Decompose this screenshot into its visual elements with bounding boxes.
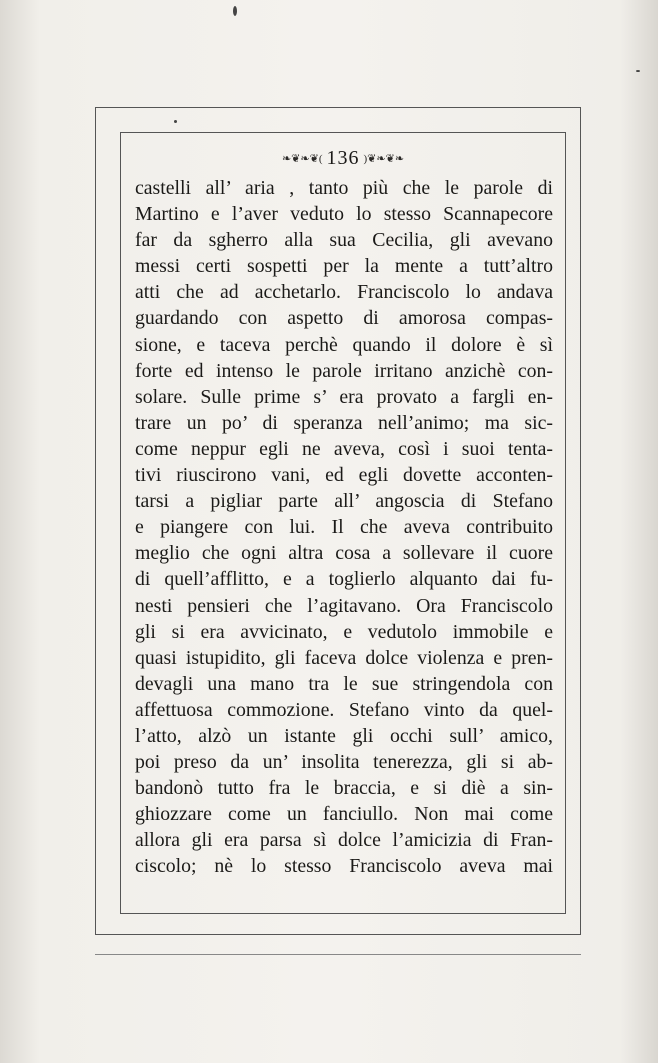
right-ornament: )❦❧❦❧ [363, 152, 405, 165]
left-ornament: ❧❦❧❦( [281, 152, 323, 165]
text-line: messi certi sospetti per la mente a tutt’altro [135, 255, 553, 278]
page-header [120, 145, 566, 171]
text-line: Martino e l’aver veduto lo stesso Scannapecore [135, 203, 553, 226]
text-line: devagli una mano tra le sue stringendola con [135, 672, 553, 695]
ink-speck [174, 120, 177, 123]
text-line: castelli all’ aria , tanto più che le parole di [135, 177, 553, 199]
text-line: l’atto, alzò un istante gli occhi sull’ amico, [135, 724, 553, 747]
text-line: bandonò tutto fra le braccia, e si diè a sin- [135, 777, 553, 800]
text-line: forte ed intenso le parole irritano anzichè con- [135, 359, 553, 382]
text-line: trare un po’ di speranza nell’animo; ma sic- [135, 411, 553, 434]
text-line: di quell’afflitto, e a toglierlo alquanto dai fu- [135, 568, 553, 591]
text-line: nesti pensieri che l’agitavano. Ora Franciscolo [135, 594, 553, 617]
text-line: ciscolo; nè lo stesso Franciscolo aveva mai [135, 855, 553, 878]
ink-speck [233, 6, 237, 16]
text-line: solare. Sulle prime s’ era provato a fargli en- [135, 385, 553, 408]
text-line: e piangere con lui. Il che aveva contribuito [135, 516, 553, 539]
bottom-rule [95, 954, 581, 955]
text-line: gli si era avvicinato, e vedutolo immobile e [135, 620, 553, 643]
body-text [135, 175, 553, 880]
text-line: come neppur egli ne aveva, così i suoi tenta- [135, 437, 553, 460]
text-line: atti che ad acchetarlo. Franciscolo lo andava [135, 281, 553, 304]
text-line: tivi riuscirono vani, ed egli dovette acconten- [135, 464, 553, 487]
text-line: guardando con aspetto di amorosa compas- [135, 307, 553, 330]
ink-speck [636, 70, 640, 72]
text-line: affettuosa commozione. Stefano vinto da quel- [135, 698, 553, 721]
text-line: quasi istupidito, gli faceva dolce violenza e pren- [135, 646, 553, 669]
text-line: tarsi a pigliar parte all’ angoscia di Stefano [135, 490, 553, 513]
text-line: far da sgherro alla sua Cecilia, gli avevano [135, 229, 553, 252]
text-line: meglio che ogni altra cosa a sollevare il cuore [135, 542, 553, 565]
text-line: poi preso da un’ insolita tenerezza, gli si ab- [135, 751, 553, 774]
text-line: ghiozzare come un fanciullo. Non mai come [135, 803, 553, 826]
page-number: 136 [326, 146, 360, 169]
text-line: allora gli era parsa sì dolce l’amicizia di Fran- [135, 829, 553, 852]
text-line: sione, e taceva perchè quando il dolore è sì [135, 333, 553, 356]
